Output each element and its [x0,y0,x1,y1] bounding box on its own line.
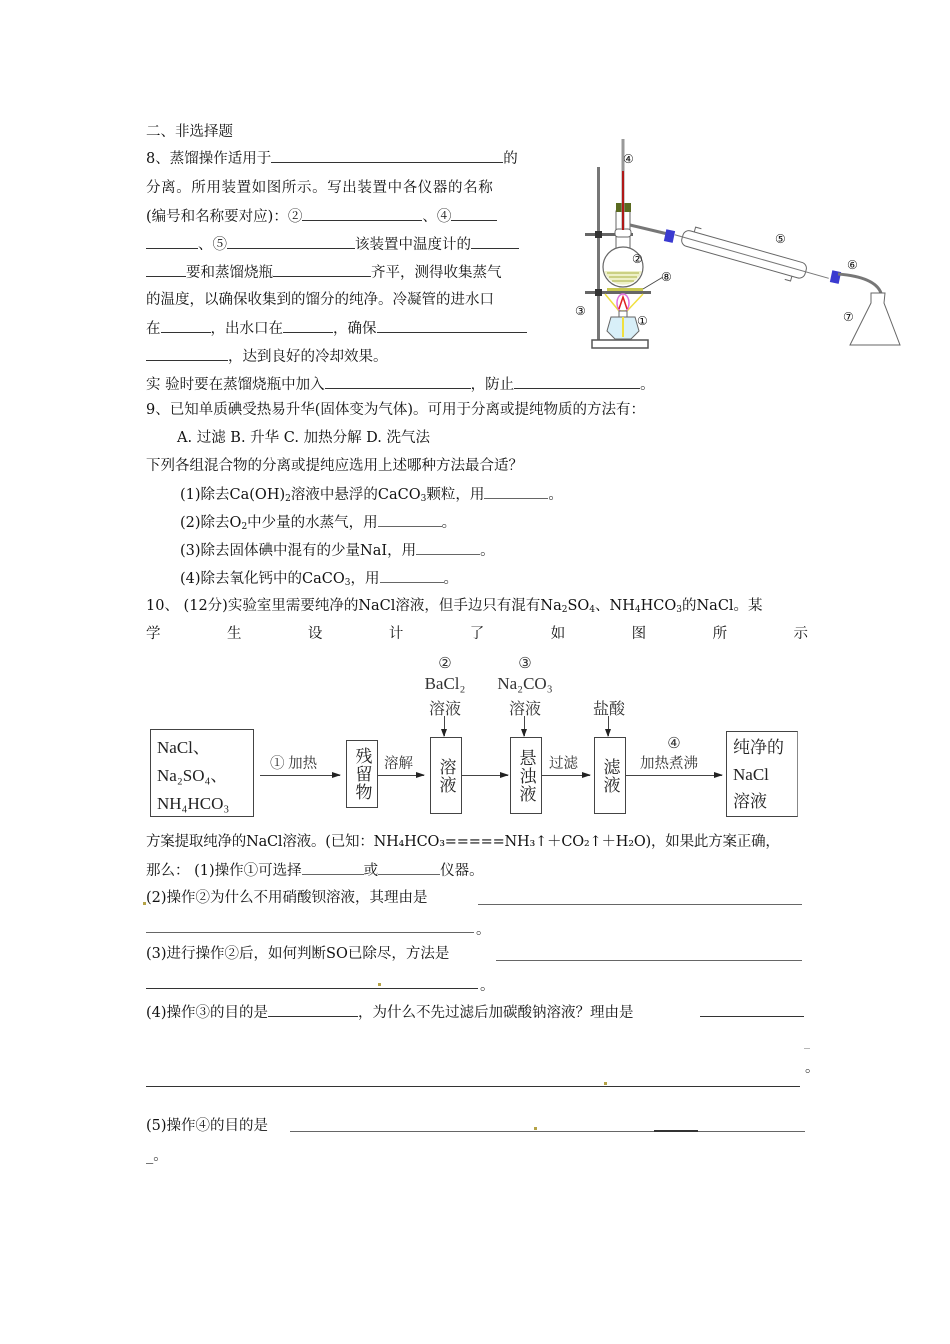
step4-number: ④ [667,736,681,752]
box-line: NaCl、 [157,738,210,757]
subscript: 2 [561,605,568,615]
item-text: 。 [548,487,563,503]
q10-sub2-end: 。 [476,922,491,938]
conical-flask [850,293,900,345]
q8-line4 [146,234,519,255]
q8-text: 、④ [422,209,452,225]
item-text: (4)除去氧化钙中的CaCO [180,571,345,587]
q10-sub4 [146,1002,634,1023]
box-text: 残留物 [352,747,372,801]
char: 如 [550,626,566,642]
q8-line9 [146,374,655,395]
answer-blank-outlet[interactable] [283,318,333,333]
q8-text: 要和蒸馏烧瓶 [186,265,273,281]
answer-blank-q10-1b[interactable] [378,860,440,875]
answer-blank-thermometer[interactable] [471,234,519,249]
arrow-add-na2co3 [524,716,525,736]
answer-line-q10-3b[interactable] [146,988,478,989]
q10-text: (3)进行操作②后，如何判断SO已除尽，方法是 [146,946,450,962]
dissolve-label: 溶解 [384,756,413,772]
q10-line2-justified [146,624,808,644]
item-text: 中少量的水蒸气，用 [247,515,378,531]
q10-sub5-end: _。 [146,1148,168,1164]
q8-text: 的 [503,151,518,167]
arrow-add-hcl [608,716,609,736]
q10-sub3 [146,944,449,964]
answer-blank-q10-1a[interactable] [302,860,364,875]
answer-blank-q9-4[interactable] [380,568,444,583]
q8-text: 在 [146,321,161,337]
box-text: 滤液 [600,757,620,794]
q10-sub2 [146,888,428,908]
residue-box [346,740,378,808]
stray-mark [378,983,381,986]
q9-item-3 [180,540,495,561]
svg-text:①: ① [637,314,648,328]
q9-options: A. 过滤 B. 升华 C. 加热分解 D. 洗气法 [177,430,431,446]
q10-text: 10、 (12分)实验室里需要纯净的NaCl溶液，但手边只有混有Na [146,598,562,614]
q9-item-2 [180,512,456,533]
connector-2 [830,270,841,284]
q8-line8 [146,346,388,367]
svg-text:⑤: ⑤ [775,232,786,246]
answer-line-q10-5a[interactable] [290,1131,805,1132]
adapter [838,274,881,293]
answer-blank-4[interactable] [451,206,497,221]
answer-blank-boiling-chips[interactable] [325,374,471,389]
answer-blank-inlet[interactable] [161,318,211,333]
q10-text: (2)操作②为什么不用硝酸钡溶液，其理由是 [146,890,428,906]
q8-line5 [146,262,502,283]
q8-line1 [146,148,518,169]
reagent3-number: ③ [518,656,532,672]
q9-prompt: 下列各组混合物的分离或提纯应选用上述哪种方法最合适？ [146,458,523,474]
q8-line2: 分离。所用装置如图所示。写出装置中各仪器的名称 [146,180,494,196]
iron-stand-rod [597,167,600,343]
reagent3-name: Na₂CO₃ [497,674,553,693]
reagent2-solution: 溶液 [428,701,461,718]
item-text: 。 [441,515,457,531]
q10-sub3-end: 。 [480,978,495,994]
filter-label: 过滤 [549,756,578,772]
answer-blank-4-cont[interactable] [146,234,198,249]
q10-text: SO [567,598,590,614]
answer-blank-q9-2[interactable] [378,512,442,527]
answer-blank-thermometer-cont[interactable] [146,262,186,277]
item-text: (1)除去Ca(OH) [180,487,286,503]
q10-line3: 方案提取纯净的NaCl溶液。(已知：NH₄HCO₃=====NH₃↑＋CO₂↑＋H₂O)，如果此方案正确， [146,834,780,850]
arrow-add-bacl2 [444,716,445,736]
item-text: (2)除去O [180,515,242,531]
reagent3-solution: 溶液 [508,701,541,718]
wire-gauze [607,288,643,291]
q8-line3 [146,206,497,227]
q10-text: (4)操作③的目的是 [146,1005,269,1021]
q10-line4 [146,860,484,881]
suspension-box [510,737,542,814]
svg-text:④: ④ [623,152,634,166]
q10-text: (5)操作④的目的是 [146,1118,269,1134]
line-segment [654,1130,698,1132]
svg-text:②: ② [632,252,643,266]
subscript: 3 [344,578,351,588]
subscript: 4 [634,605,641,615]
char: 示 [793,626,808,642]
solution-box [430,737,462,814]
subscript: 4 [589,605,596,615]
arrow-heat [260,775,340,776]
subscript: 2 [285,494,291,504]
answer-blank-prevent[interactable] [514,374,640,389]
connector-1 [664,229,675,243]
answer-line-q10-4c[interactable] [146,1086,800,1087]
q8-text: 该装置中温度计的 [355,237,471,253]
reagent2-number: ② [438,656,452,672]
char: 生 [226,626,242,642]
q9-intro: 9、已知单质碘受热易升华(固体变为气体)。可用于分离或提纯物质的方法有： [146,402,646,418]
answer-line-q10-3a[interactable] [496,960,802,961]
iron-stand-base [592,340,648,348]
answer-blank-5[interactable] [227,234,355,249]
item-text: (3)除去固体碘中混有的少量NaI，用 [180,543,417,559]
item-text: ，用 [350,571,380,587]
q8-text: 。 [640,377,655,393]
box-text: 悬浊液 [516,748,536,803]
answer-blank-q10-4a[interactable] [268,1002,358,1017]
box-line: 纯净的 [733,738,784,757]
answer-blank[interactable] [271,148,503,163]
item-text: 。 [443,571,458,587]
q10-text: 那么： (1)操作①可选择 [146,863,302,879]
svg-text:③: ③ [575,304,586,318]
distillation-apparatus-diagram [575,125,920,350]
q10-text: 或 [363,863,379,879]
arrow-to-suspension [462,775,508,776]
subscript: 3 [420,494,427,504]
char: 图 [631,626,647,642]
char: 所 [712,626,728,642]
item-text: 颗粒，用 [426,487,485,503]
start-mixture-box [150,729,254,817]
iron-ring [585,291,651,294]
q10-text: ，为什么不先过滤后加碳酸钠溶液？理由是 [358,1005,634,1021]
answer-line-q10-2b[interactable] [146,932,474,933]
q10-text: 仪器。 [440,863,484,879]
q8-text: ，确保 [333,321,377,337]
q8-line7 [146,318,527,339]
q8-text: 8、蒸馏操作适用于 [146,151,272,167]
q9-item-4 [180,568,458,589]
q10-sub4-end: 。 [805,1060,820,1076]
q10-text: 、NH [595,598,635,614]
char: 学 [146,626,161,642]
svg-text:⑦: ⑦ [843,310,854,324]
reagent4-name: 盐酸 [592,701,625,718]
q8-text: ，防止 [470,377,515,393]
step1-label: ① 加热 [270,756,318,772]
q10-line1 [146,596,763,616]
q8-text: ，出水口在 [210,321,283,337]
svg-text:⑥: ⑥ [847,258,858,272]
item-text: 。 [480,543,495,559]
answer-blank-flask[interactable] [273,262,371,277]
box-line: NaCl [733,765,769,784]
q8-line6: 的温度，以确保收集到的馏分的纯净。冷凝管的进水口 [146,292,494,308]
arrow-dissolve [378,775,424,776]
svg-text:⑧: ⑧ [661,270,672,284]
q9-item-1 [180,484,563,505]
answer-blank-q9-3[interactable] [416,540,480,555]
box-line: NH₄HCO₃ [157,794,230,813]
reagent2-name: BaCl₂ [424,674,466,693]
answer-blank-ensure[interactable] [377,318,527,333]
box-line: Na₂SO₄、 [157,766,228,785]
box-line: 溶液 [733,792,767,811]
char: 了 [469,626,485,642]
q8-text: 齐平，测得收集蒸气 [371,265,502,281]
step4-label: 加热煮沸 [640,756,698,772]
filtrate-box [594,737,626,814]
pure-nacl-box [726,731,798,817]
q8-text: ，达到良好的冷却效果。 [228,349,388,365]
arrow-filter [542,775,590,776]
answer-blank-2[interactable] [302,206,422,221]
q8-text: (编号和名称要对应)：② [146,209,303,225]
section-title: 二、非选择题 [146,124,233,140]
q10-text: 的NaCl。某 [681,598,763,614]
char: 设 [307,626,323,642]
q8-text: 实 验时要在蒸馏烧瓶中加入 [146,377,325,393]
answer-blank-q9-1[interactable] [484,484,548,499]
arrow-boil [626,775,722,776]
stray-mark [534,1127,537,1130]
subscript: 2 [241,522,248,532]
subscript: 3 [676,605,682,615]
box-text: 溶液 [436,757,456,794]
q10-sub5 [146,1116,268,1136]
answer-line-q10-2a[interactable] [478,904,802,905]
char: 计 [388,626,404,642]
q10-text: HCO [640,598,677,614]
item-text: 溶液中悬浮的CaCO [290,487,421,503]
answer-line-q10-4b[interactable] [700,1016,804,1017]
stray-mark [604,1082,607,1085]
q8-text: 、⑤ [198,237,227,253]
q10-sub4-dash: _ [804,1035,810,1049]
answer-blank-ensure-cont[interactable] [146,346,228,361]
